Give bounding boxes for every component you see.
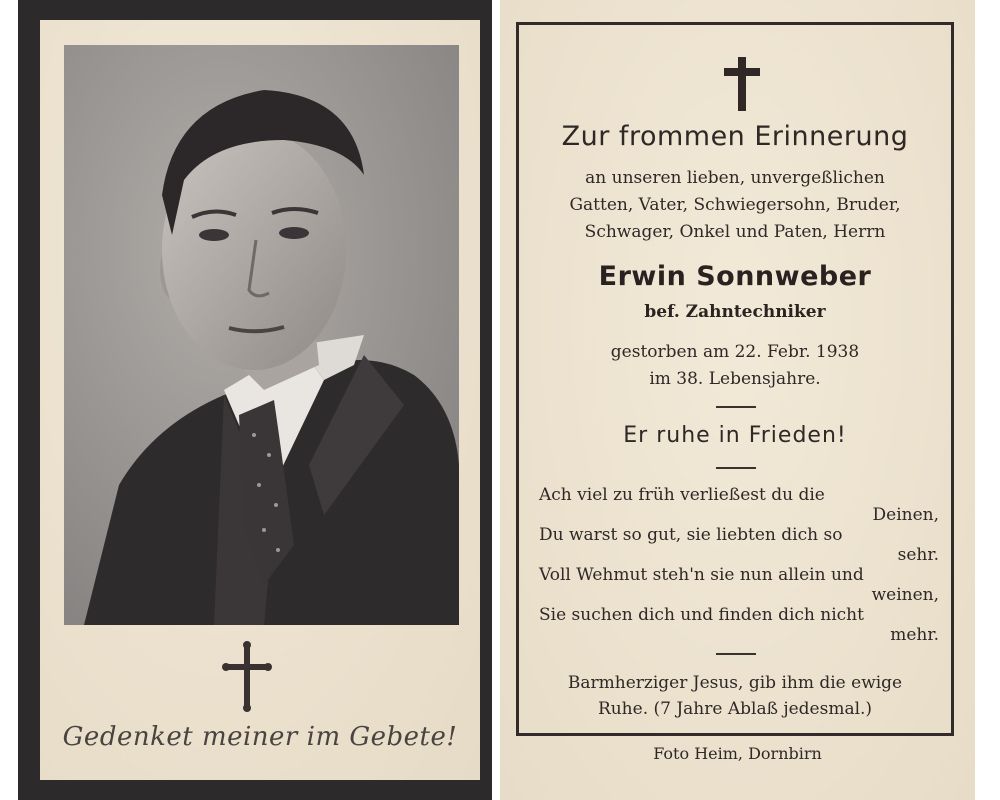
left-card-paper xyxy=(40,20,480,780)
deceased-name: Erwin Sonnweber xyxy=(598,261,872,292)
poem-line-2-cont: sehr. xyxy=(897,545,939,565)
prayer-line-1: Barmherziger Jesus, gib ihm die ewige xyxy=(567,673,903,693)
divider xyxy=(716,406,756,408)
poem-line-2: Du warst so gut, sie liebten dich so xyxy=(539,525,843,545)
cross-icon xyxy=(222,640,272,712)
right-card xyxy=(500,0,975,800)
poem-line-3-cont: weinen, xyxy=(871,585,939,605)
death-date-line: gestorben am 22. Febr. 1938 xyxy=(610,342,860,362)
age-line: im 38. Lebensjahre. xyxy=(649,369,821,389)
memorial-frame xyxy=(516,22,954,736)
portrait-photo xyxy=(64,45,459,625)
prayer-line-2: Ruhe. (7 Jahre Ablaß jedesmal.) xyxy=(597,699,873,719)
intro-line-3: Schwager, Onkel und Paten, Herrn xyxy=(584,222,886,242)
portrait-illustration xyxy=(64,45,459,625)
intro-line-1: an unseren lieben, unvergeßlichen xyxy=(585,168,885,188)
photo-credit: Foto Heim, Dornbirn xyxy=(653,744,822,763)
poem xyxy=(539,485,939,645)
left-card-verse: Gedenket meiner im Gebete! xyxy=(62,722,458,752)
poem-line-3: Voll Wehmut steh'n sie nun allein und xyxy=(539,565,864,585)
poem-line-1: Ach viel zu früh verließest du die xyxy=(539,485,825,505)
left-card xyxy=(18,0,492,800)
profession: bef. Zahntechniker xyxy=(644,302,826,322)
intro-line-2: Gatten, Vater, Schwiegersohn, Bruder, xyxy=(569,195,901,215)
divider xyxy=(716,653,756,655)
memorial-heading: Zur frommen Erinnerung xyxy=(561,121,909,152)
poem-line-4: Sie suchen dich und finden dich nicht xyxy=(539,605,864,625)
rest-in-peace: Er ruhe in Frieden! xyxy=(623,423,847,448)
poem-line-4-cont: mehr. xyxy=(890,625,939,645)
divider xyxy=(716,467,756,469)
cross-icon xyxy=(724,57,760,111)
poem-line-1-cont: Deinen, xyxy=(872,505,939,525)
